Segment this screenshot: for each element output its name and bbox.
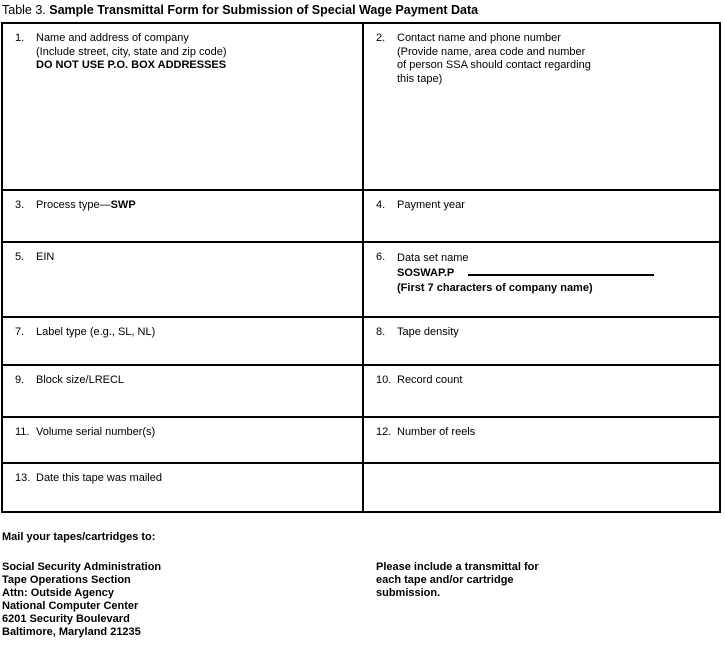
- item-label: Date this tape was mailed: [36, 472, 162, 484]
- form-cell-volume-serial: [2, 417, 363, 463]
- address-line: Baltimore, Maryland 21235: [2, 626, 141, 638]
- page-title: [2, 3, 478, 17]
- item-number: 4.: [376, 199, 386, 211]
- item-number: 1.: [15, 32, 25, 44]
- item-number: 10.: [376, 374, 392, 386]
- form-cell-tape-density: [363, 317, 720, 365]
- item-label: Number of reels: [397, 426, 476, 438]
- address-line: 6201 Security Boulevard: [2, 613, 130, 625]
- form-cell-label-type: [2, 317, 363, 365]
- item-number: 8.: [376, 326, 386, 338]
- item-label: Tape density: [397, 326, 459, 338]
- form-cell-process-type: [2, 190, 363, 242]
- note-line: each tape and/or cartridge: [376, 574, 514, 586]
- item-instruction: (Provide name, area code and number: [397, 45, 586, 58]
- item-number: 12.: [376, 426, 392, 438]
- item-number: 6.: [376, 251, 386, 263]
- form-cell-record-count: [363, 365, 720, 417]
- dataset-note: (First 7 characters of company name): [397, 282, 593, 294]
- item-label: Process type—SWP: [36, 199, 136, 211]
- mailing-footer: [2, 531, 723, 639]
- dataset-prefix: SOSWAP.P: [397, 267, 455, 279]
- address-line: Social Security Administration: [2, 561, 162, 573]
- item-number: 13.: [15, 472, 31, 484]
- form-cell-payment-year: [363, 190, 720, 242]
- process-type-value: SWP: [110, 199, 136, 211]
- form-cell-block-size: [2, 365, 363, 417]
- form-cell-data-set-name: [363, 242, 720, 317]
- mailing-heading: Mail your tapes/cartridges to:: [2, 531, 156, 543]
- item-instruction: this tape): [397, 72, 443, 85]
- item-instruction: of person SSA should contact regarding: [397, 59, 591, 71]
- form-row-5: [2, 365, 720, 417]
- item-number: 2.: [376, 32, 386, 44]
- form-cell-number-of-reels: [363, 417, 720, 463]
- form-row-7: [2, 463, 720, 512]
- item-label: Volume serial number(s): [36, 426, 156, 438]
- mailing-address: [2, 561, 376, 639]
- form-row-6: [2, 417, 720, 463]
- form-cell-empty: [363, 463, 720, 512]
- item-number: 7.: [15, 326, 25, 338]
- address-line: National Computer Center: [2, 600, 139, 612]
- form-row-3: [2, 242, 720, 317]
- item-label: EIN: [36, 251, 55, 263]
- note-line: submission.: [376, 587, 441, 599]
- item-number: 5.: [15, 251, 25, 263]
- table-title-text: Sample Transmittal Form for Submission of Special Wage Payment Data: [49, 3, 479, 17]
- item-label: Payment year: [397, 199, 465, 211]
- form-row-4: [2, 317, 720, 365]
- note-line: Please include a transmittal for: [376, 561, 539, 573]
- form-row-1: [2, 23, 720, 190]
- form-cell-date-mailed: [2, 463, 363, 512]
- dataset-name-line: [397, 266, 713, 281]
- form-row-2: [2, 190, 720, 242]
- transmittal-note: [376, 561, 539, 639]
- item-instruction: (Include street, city, state and zip code): [36, 45, 227, 58]
- form-cell-contact: [363, 23, 720, 190]
- item-label: Record count: [397, 374, 463, 386]
- item-label: Contact name and phone number: [397, 32, 561, 44]
- transmittal-form-table: [1, 22, 721, 513]
- table-number-label: Table 3.: [2, 3, 50, 17]
- dataset-name-blank-line: [468, 266, 654, 276]
- address-line: Tape Operations Section: [2, 574, 131, 586]
- item-number: 11.: [15, 426, 30, 438]
- item-label: Block size/LRECL: [36, 374, 125, 386]
- item-label: Name and address of company: [36, 32, 189, 44]
- item-label: Label type (e.g., SL, NL): [36, 326, 156, 338]
- item-label: Data set name: [397, 252, 469, 264]
- item-warning: DO NOT USE P.O. BOX ADDRESSES: [36, 59, 227, 71]
- address-line: Attn: Outside Agency: [2, 587, 115, 599]
- item-number: 9.: [15, 374, 25, 386]
- form-cell-ein: [2, 242, 363, 317]
- form-cell-name-address: [2, 23, 363, 190]
- item-number: 3.: [15, 199, 25, 211]
